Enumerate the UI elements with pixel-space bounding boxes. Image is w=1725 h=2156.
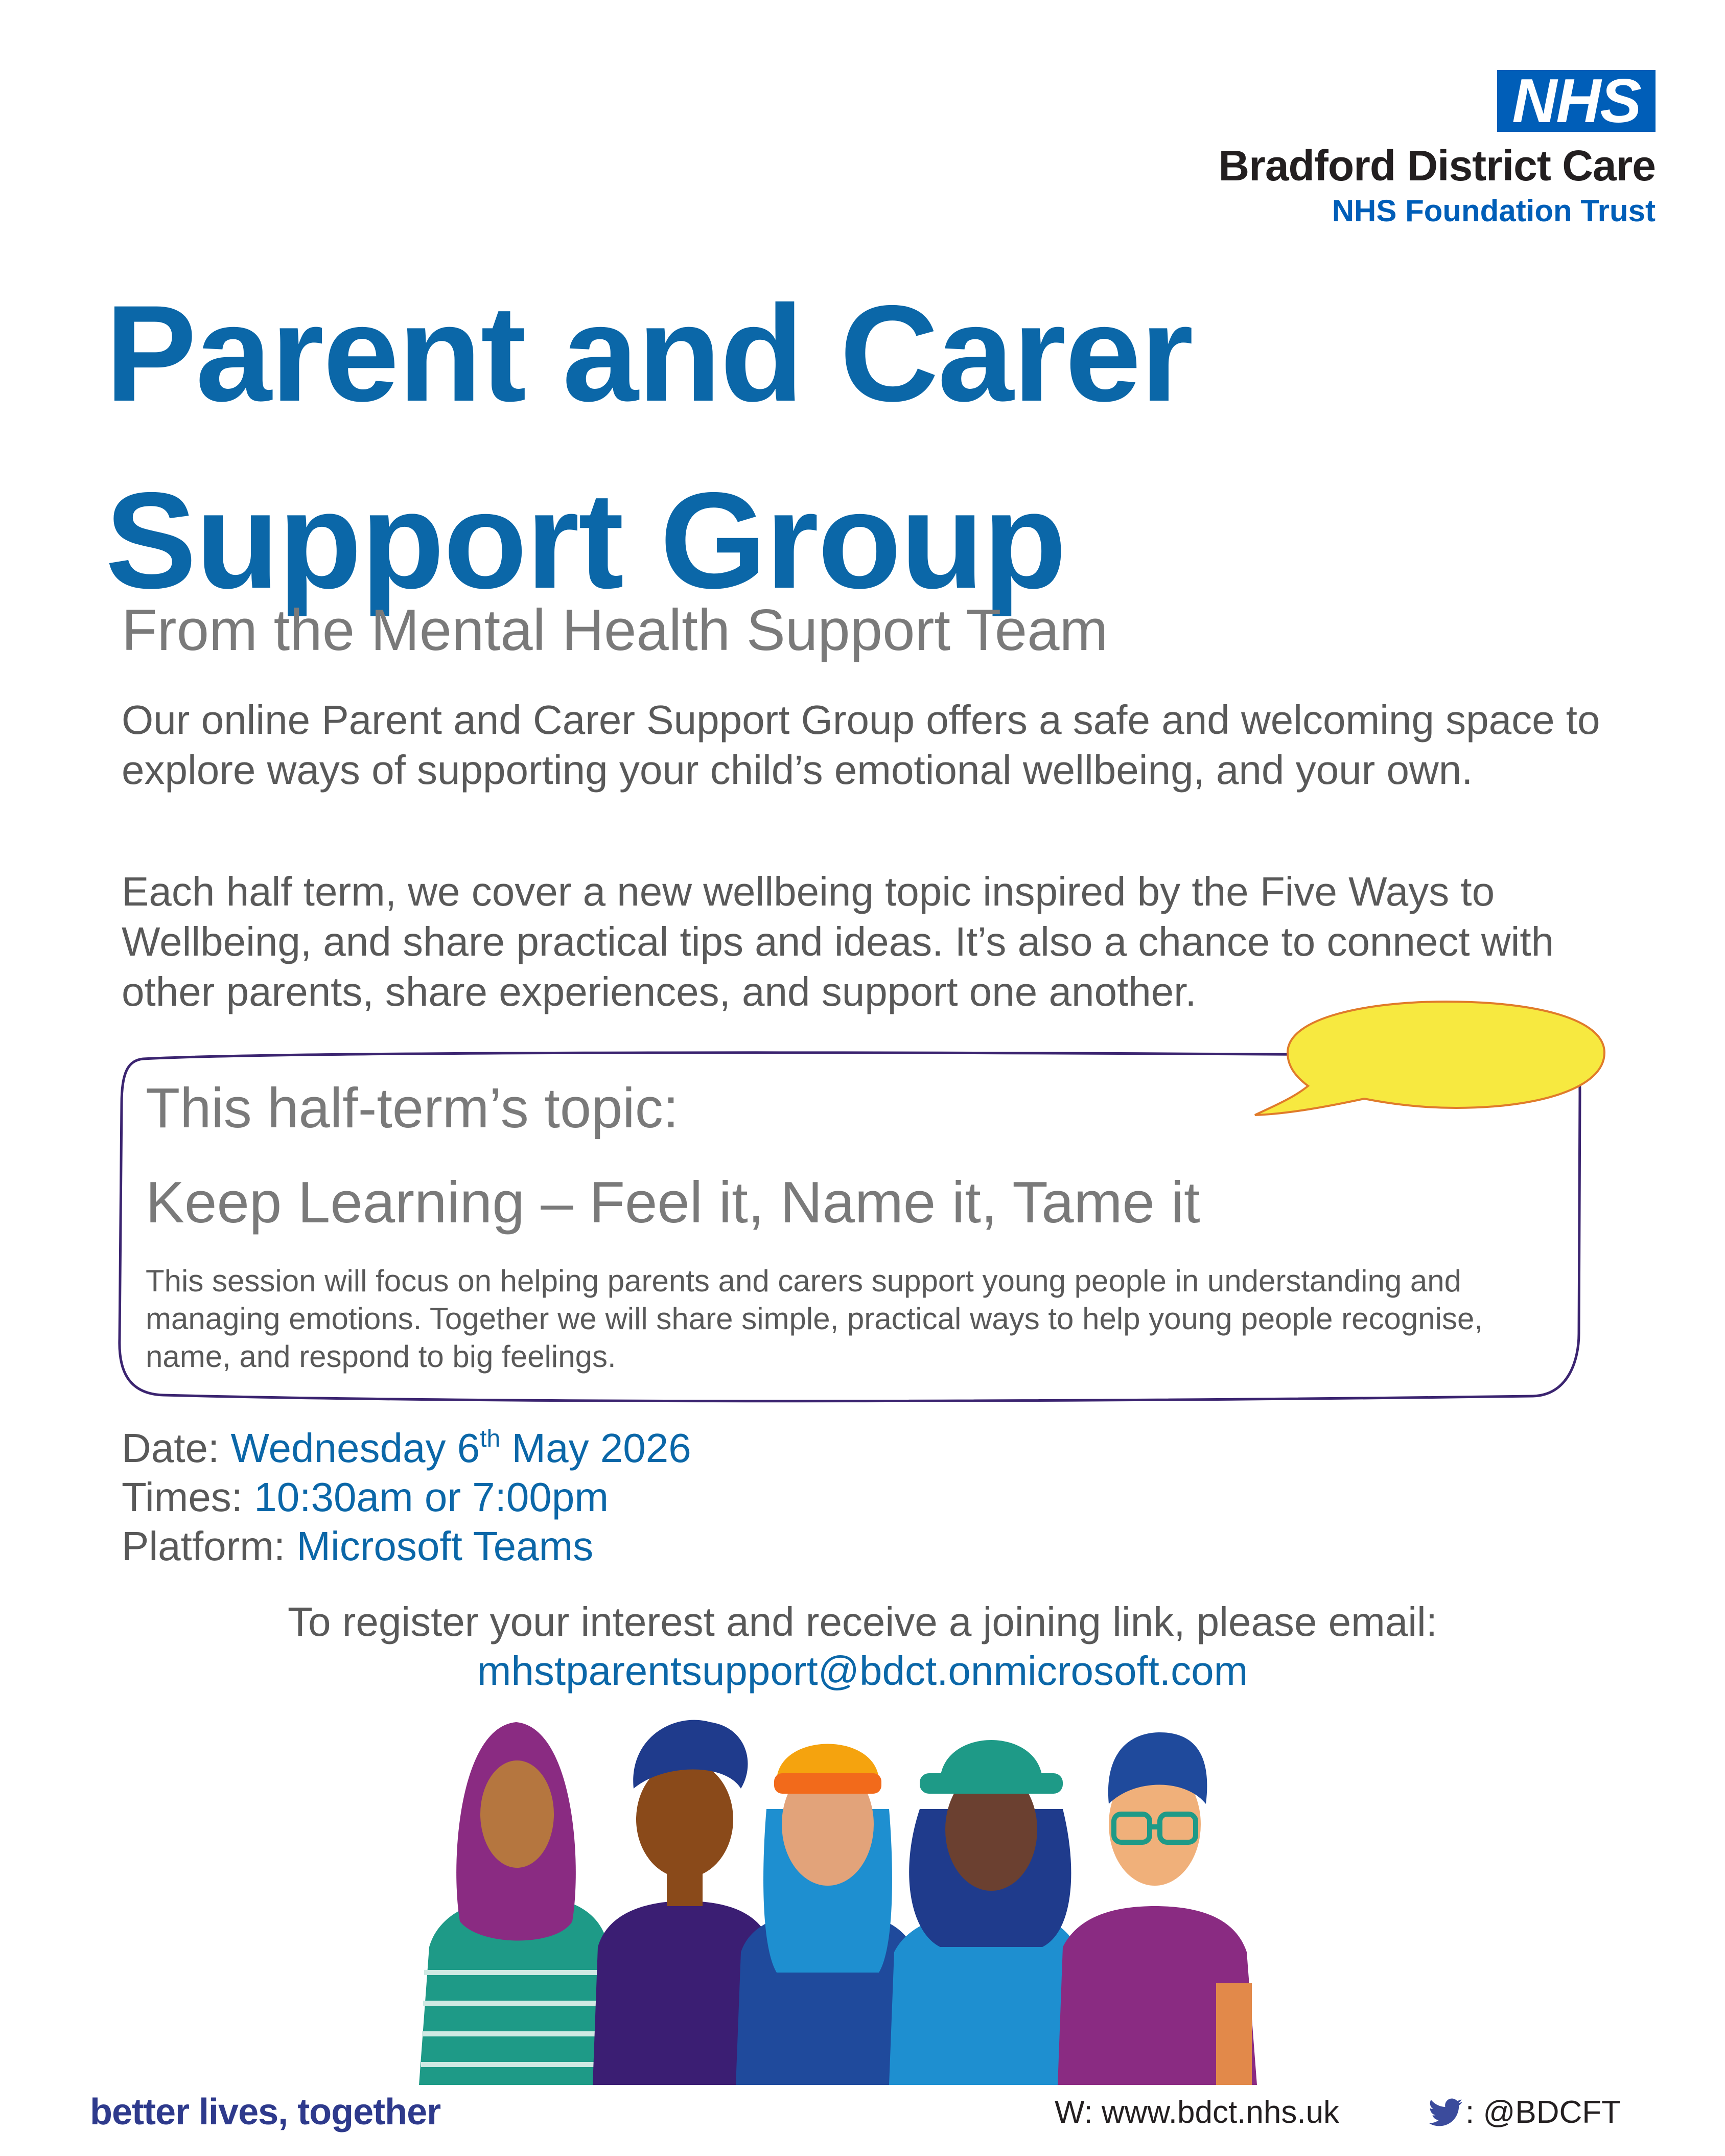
topic-description: This session will focus on helping parents and carers support young people in understanding and managing emotions. Together we will share simple, practical ways to help young people recognise, name, and respond to big feelings. (146, 1264, 1483, 1374)
twitter-handle[interactable] (1429, 2094, 1621, 2130)
page-subtitle: From the Mental Health Support Team (122, 598, 1108, 663)
twitter-bird-icon (1429, 2098, 1462, 2127)
intro-paragraph-2: Each half term, we cover a new wellbeing topic inspired by the Five Ways to Wellbeing, and share practical tips and ideas. It’s also a chance to connect with other parents, share experiences, and support one another. (122, 869, 1554, 1014)
nhs-logo: NHS (1497, 70, 1656, 132)
date-value: Wednesday 6th May 2026 (230, 1425, 691, 1471)
speech-bubble-icon (1252, 996, 1610, 1129)
times-line (122, 1473, 609, 1522)
org-subtitle: NHS Foundation Trust (1332, 194, 1656, 228)
person-hijab (419, 1722, 613, 2085)
times-label: Times: (122, 1474, 254, 1520)
platform-line (122, 1522, 593, 1571)
title-line-1: Parent and Carer (105, 276, 1193, 430)
page-title (105, 260, 1587, 634)
topic-heading: This half-term’s topic: (146, 1077, 679, 1140)
website-link[interactable]: W: www.bdct.nhs.uk (1055, 2095, 1340, 2130)
people-illustration (409, 1707, 1339, 2085)
title-line-2: Support Group (105, 463, 1066, 617)
tagline: better lives, together (90, 2092, 441, 2132)
times-value: 10:30am or 7:00pm (254, 1474, 609, 1520)
person-buckethat (889, 1740, 1083, 2085)
twitter-handle-text: : @BDCFT (1465, 2095, 1621, 2130)
register-text: To register your interest and receive a joining link, please email: (287, 1599, 1438, 1644)
intro-paragraph-1: Our online Parent and Carer Support Group offers a safe and welcoming space to explore ways of supporting your child’s emotional wellbeing, and your own. (122, 697, 1600, 793)
topic-title: Keep Learning – Feel it, Name it, Tame it (146, 1170, 1200, 1235)
org-name: Bradford District Care (1218, 142, 1656, 190)
platform-label: Platform: (122, 1523, 297, 1569)
date-line (122, 1424, 691, 1473)
person-glasses (1058, 1732, 1257, 2085)
register-email-link[interactable]: mhstparentsupport@bdct.onmicrosoft.com (477, 1648, 1248, 1694)
date-label: Date: (122, 1425, 231, 1471)
platform-value: Microsoft Teams (296, 1523, 594, 1569)
